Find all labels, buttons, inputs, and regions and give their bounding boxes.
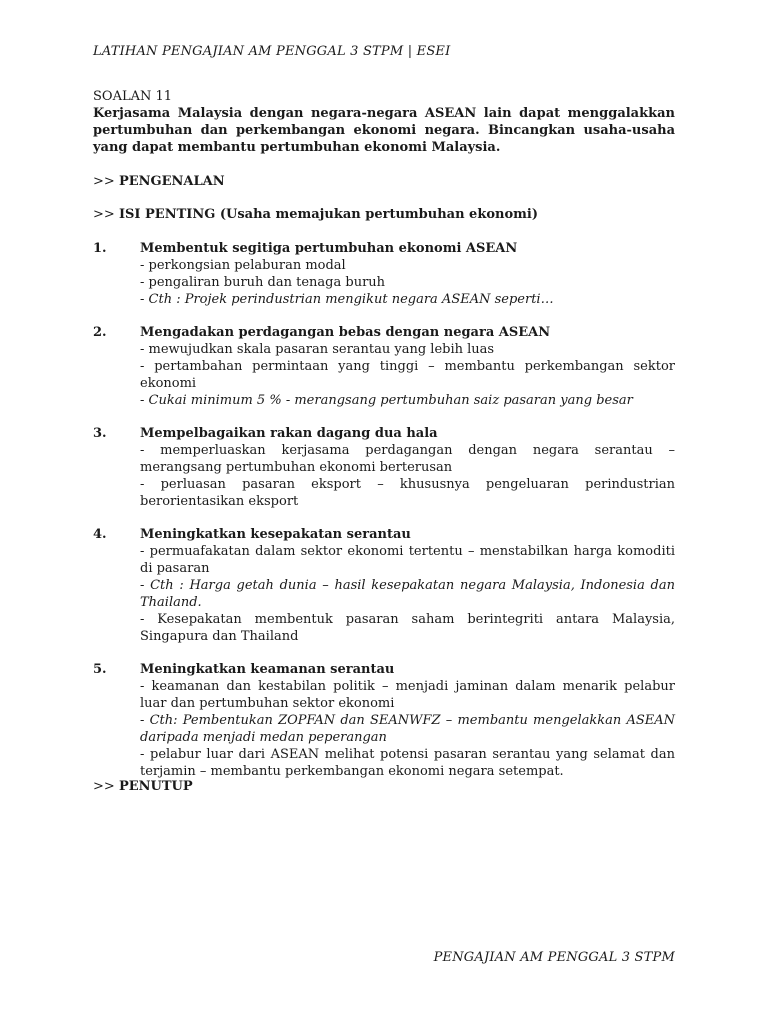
point-detail: - Cth : Harga getah dunia – hasil kesepakatan negara Malaysia, Indonesia dan Thailand. — [140, 578, 675, 610]
point-item — [93, 240, 675, 308]
point-title: Meningkatkan keamanan serantau — [140, 662, 395, 677]
point-title: Meningkatkan kesepakatan serantau — [140, 527, 411, 542]
intro-prefix: >> — [93, 174, 115, 189]
point-detail: - pengaliran buruh dan tenaga buruh — [140, 275, 386, 290]
point-detail: - mewujudkan skala pasaran serantau yang lebih luas — [140, 342, 495, 357]
point-body — [140, 661, 675, 780]
point-detail: - permuafakatan dalam sektor ekonomi tertentu – menstabilkan harga komoditi di pasaran — [140, 544, 675, 576]
page-header: LATIHAN PENGAJIAN AM PENGGAL 3 STPM | ESEI — [93, 44, 451, 59]
question-block — [93, 88, 675, 156]
closing-prefix: >> — [93, 779, 115, 794]
point-detail: - keamanan dan kestabilan politik – menjadi jaminan dalam menarik pelabur luar dan pertumbuhan sektor ekonomi — [140, 679, 675, 711]
point-item — [93, 425, 675, 510]
point-number: 4. — [93, 527, 107, 542]
point-detail: - pertambahan permintaan yang tinggi – membantu perkembangan sektor ekonomi — [140, 359, 675, 391]
point-detail: - perluasan pasaran eksport – khususnya pengeluaran perindustrian berorientasikan eksport — [140, 477, 675, 509]
points-list — [93, 240, 675, 796]
question-label: SOALAN 11 — [93, 89, 173, 104]
point-number: 5. — [93, 662, 107, 677]
point-body — [140, 240, 675, 308]
point-title: Membentuk segitiga pertumbuhan ekonomi ASEAN — [140, 241, 518, 256]
page-footer: PENGAJIAN AM PENGGAL 3 STPM — [433, 950, 675, 965]
question-text: Kerjasama Malaysia dengan negara-negara ASEAN lain dapat menggalakkan pertumbuhan dan perkembangan ekonomi negara. Bincangkan usaha-usaha yang dapat membantu pertumbuhan ekonomi Malaysia. — [93, 106, 675, 155]
point-number: 1. — [93, 241, 107, 256]
main-heading — [93, 206, 538, 223]
intro-title: PENGENALAN — [118, 174, 225, 189]
point-number: 3. — [93, 426, 107, 441]
point-body — [140, 324, 675, 409]
point-body — [140, 425, 675, 510]
point-item — [93, 526, 675, 645]
point-title: Mengadakan perdagangan bebas dengan negara ASEAN — [140, 325, 551, 340]
point-detail: - Cukai minimum 5 % - merangsang pertumbuhan saiz pasaran yang besar — [140, 393, 633, 408]
point-detail: - Kesepakatan membentuk pasaran saham berintegriti antara Malaysia, Singapura dan Thailand — [140, 612, 675, 644]
point-title: Mempelbagaikan rakan dagang dua hala — [140, 426, 438, 441]
closing-heading — [93, 778, 193, 795]
main-title: ISI PENTING (Usaha memajukan pertumbuhan ekonomi) — [118, 207, 538, 222]
point-body — [140, 526, 675, 645]
closing-title: PENUTUP — [118, 779, 193, 794]
point-item — [93, 661, 675, 780]
point-detail: - Cth : Projek perindustrian mengikut negara ASEAN seperti… — [140, 292, 554, 307]
point-detail: - Cth: Pembentukan ZOPFAN dan SEANWFZ – membantu mengelakkan ASEAN daripada menjadi medan peperangan — [140, 713, 675, 745]
point-number: 2. — [93, 325, 107, 340]
point-detail: - perkongsian pelaburan modal — [140, 258, 346, 273]
point-detail: - pelabur luar dari ASEAN melihat potensi pasaran serantau yang selamat dan terjamin – membantu perkembangan ekonomi negara setempat. — [140, 747, 675, 779]
main-prefix: >> — [93, 207, 115, 222]
point-detail: - memperluaskan kerjasama perdagangan dengan negara serantau – merangsang pertumbuhan ekonomi berterusan — [140, 443, 675, 475]
intro-heading — [93, 173, 225, 190]
point-item — [93, 324, 675, 409]
